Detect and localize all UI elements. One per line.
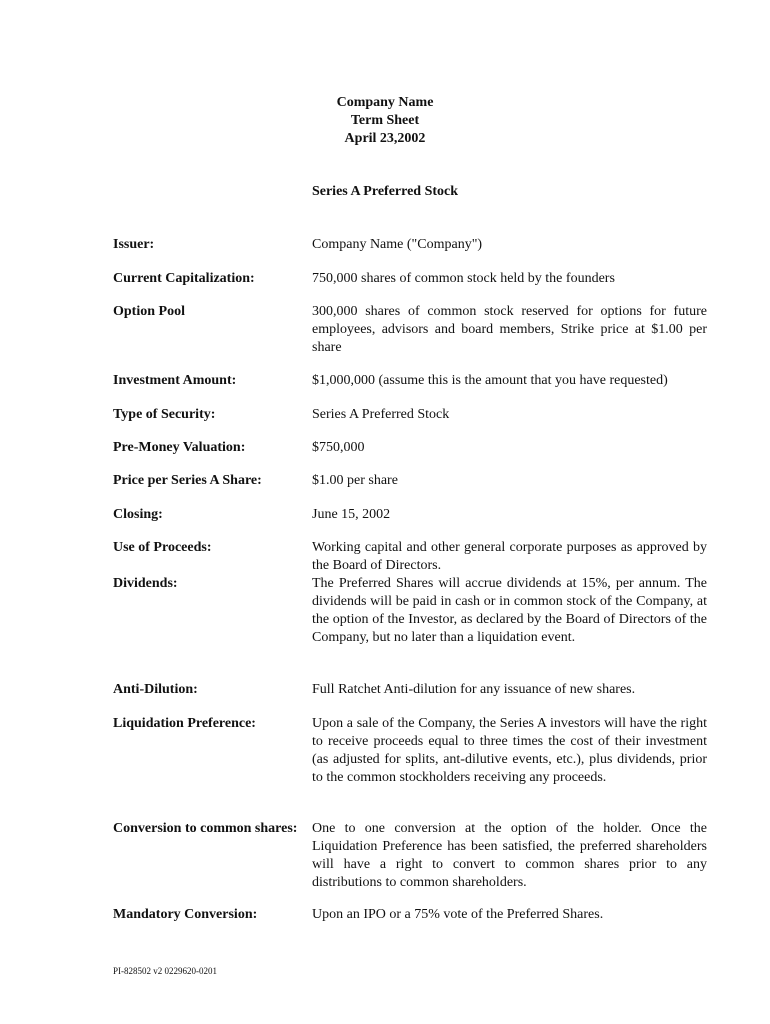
term-row-conversion-to-common (113, 820, 707, 892)
term-label: Current Capitalization: (113, 271, 255, 286)
term-row-closing (113, 506, 707, 524)
term-label: Liquidation Preference: (113, 716, 256, 731)
term-value: 300,000 shares of common stock reserved for options for future employees, advisors and board members, Strike price at $1.00 per share (312, 304, 707, 355)
term-label: Type of Security: (113, 407, 216, 422)
term-label: Issuer: (113, 237, 155, 252)
term-label: Dividends: (113, 576, 178, 591)
term-row-pre-money-valuation (113, 439, 707, 457)
term-row-issuer (113, 236, 707, 254)
document-footer-id: PI-828502 v2 0229620-0201 (113, 966, 217, 976)
term-label: Mandatory Conversion: (113, 907, 258, 922)
term-value: Full Ratchet Anti-dilution for any issuance of new shares. (312, 682, 636, 697)
term-label: Anti-Dilution: (113, 682, 198, 697)
company-name: Company Name (336, 95, 434, 110)
term-label: Closing: (113, 507, 163, 522)
term-value: $1.00 per share (312, 473, 398, 488)
term-row-liquidation-preference (113, 715, 707, 787)
term-label: Option Pool (113, 304, 185, 319)
term-value: The Preferred Shares will accrue dividends at 15%, per annum. The dividends will be paid in cash or in common stock of the Company, at the option of the Investor, as declared by the Board of Directors of the Company, but no later than a liquidation event. (312, 576, 707, 645)
term-label: Investment Amount: (113, 373, 237, 388)
term-value: 750,000 shares of common stock held by the founders (312, 271, 615, 286)
document-type: Term Sheet (350, 113, 420, 128)
term-value: Upon a sale of the Company, the Series A investors will have the right to receive proceeds equal to three times the cost of their investment (as adjusted for splits, ant-dilutive events, etc.), plus dividends, prior to the common stockholders receiving any proceeds. (312, 716, 707, 785)
term-row-dividends (113, 575, 707, 647)
term-value: June 15, 2002 (312, 507, 391, 522)
term-row-investment-amount (113, 372, 707, 390)
term-value: Working capital and other general corporate purposes as approved by the Board of Directors. (312, 540, 707, 573)
term-value: $1,000,000 (assume this is the amount that you have requested) (312, 373, 668, 388)
term-row-price-per-share (113, 472, 707, 490)
security-title: Series A Preferred Stock (311, 184, 459, 199)
term-value: Series A Preferred Stock (312, 407, 450, 422)
term-row-current-capitalization (113, 270, 707, 288)
term-value: One to one conversion at the option of the holder. Once the Liquidation Preference has been satisfied, the preferred shareholders will have a right to convert to common shares prior to any distributions to common shareholders. (312, 821, 707, 890)
document-header (0, 94, 770, 148)
term-value: Upon an IPO or a 75% vote of the Preferred Shares. (312, 907, 604, 922)
term-label: Conversion to common shares: (113, 821, 298, 836)
term-row-anti-dilution (113, 681, 707, 699)
document-date: April 23,2002 (344, 131, 426, 146)
term-row-type-of-security (113, 406, 707, 424)
term-value: Company Name ("Company") (312, 237, 483, 252)
term-row-mandatory-conversion (113, 906, 707, 924)
term-value: $750,000 (312, 440, 365, 455)
term-row-use-of-proceeds (113, 539, 707, 575)
term-label: Pre-Money Valuation: (113, 440, 246, 455)
term-label: Use of Proceeds: (113, 540, 212, 555)
term-label: Price per Series A Share: (113, 473, 262, 488)
term-row-option-pool (113, 303, 707, 357)
